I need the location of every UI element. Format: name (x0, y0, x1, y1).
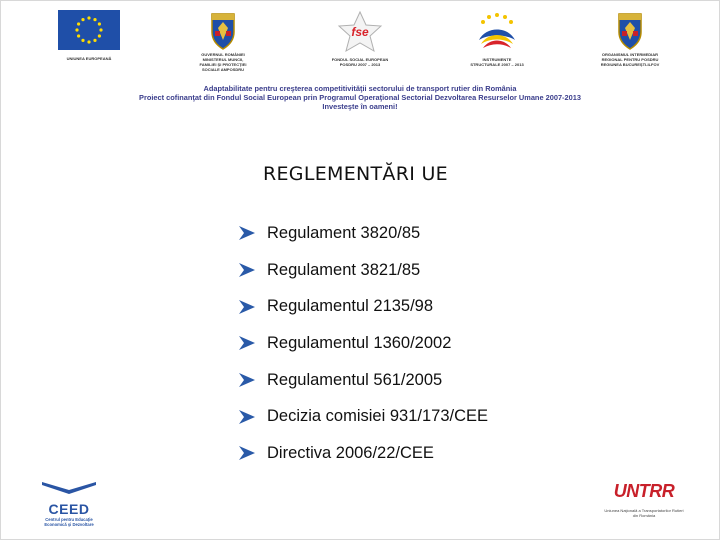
list-item (238, 362, 488, 399)
arrow-bullet-icon (238, 262, 256, 278)
oirposdru-logo (600, 10, 660, 72)
arrow-bullet-icon (238, 409, 256, 425)
list-item-text: Decizia comisiei 931/173/CEE (267, 407, 489, 426)
arrow-bullet-icon (238, 445, 256, 461)
ceed-caption: Centrul pentru Educaţie Economică şi Dezvoltare (44, 517, 94, 527)
arrow-bullet-icon (238, 372, 256, 388)
list-item-text: Regulamentul 1360/2002 (267, 333, 452, 352)
list-item-text: Regulament 3821/85 (267, 260, 421, 279)
arrow-bullet-icon (238, 299, 256, 315)
regulations-list (238, 215, 488, 472)
fse-logo-icon (335, 10, 385, 55)
list-item-text: Regulamentul 2135/98 (267, 297, 434, 316)
slogan-banner: Investeşte în oameni! (322, 102, 398, 111)
logo-caption: ORGANISMUL INTERMEDIAR REGIONAL PENTRU POSDRU REGIUNEA BUCUREȘTI-ILFOV (600, 52, 660, 67)
instrumente-structurale-logo (470, 10, 524, 72)
cofinancing-banner: Proiect cofinanţat din Fondul Social European prin Programul Operaţional Sectorial Dezvoltarea Resurselor Umane 2007-2013 (139, 93, 581, 102)
logo-caption: GUVERNUL ROMÂNIEI MINISTERUL MUNCII, FAMILIEI ȘI PROTECȚIEI SOCIALE AMPOSDRU (199, 52, 247, 72)
ceed-logo-text: CEED (48, 501, 90, 517)
page-title: REGLEMENTĂRI UE (263, 163, 448, 185)
fse-logo (330, 10, 390, 72)
arrow-bullet-icon (238, 225, 256, 241)
list-item (238, 435, 488, 472)
arrow-bullet-icon (238, 335, 256, 351)
logo-caption: FONDUL SOCIAL EUROPEAN POSDRU 2007 – 2013 (331, 57, 389, 67)
government-logo (196, 10, 250, 72)
romania-crest-icon (209, 10, 237, 50)
ceed-logo (38, 480, 100, 527)
untrr-logo-icon: UNTRR (613, 481, 675, 501)
project-title-banner: Adaptabilitate pentru creşterea competitivităţii sectorului de transport rutier din România (203, 84, 517, 93)
list-item (238, 288, 488, 325)
instrumente-structurale-icon (472, 10, 522, 55)
list-item-text: Regulament 3820/85 (267, 223, 421, 242)
list-item (238, 325, 488, 362)
untrr-logo (604, 481, 684, 518)
ceed-logo-icon (40, 480, 98, 496)
eu-flag-icon (58, 10, 120, 50)
eu-logo (56, 10, 122, 72)
list-item (238, 252, 488, 289)
romania-crest-icon (616, 10, 644, 50)
logo-caption: INSTRUMENTE STRUCTURALE 2007 – 2013 (470, 57, 524, 67)
list-item-text: Regulamentul 561/2005 (267, 370, 443, 389)
list-item (238, 215, 488, 252)
svg-text:fse: fse (351, 25, 369, 39)
list-item (238, 398, 488, 435)
list-item-text: Directiva 2006/22/CEE (267, 443, 434, 462)
untrr-caption: Uniunea Naţională a Transportatorilor Rutieri din România (604, 508, 684, 518)
logo-caption: UNIUNEA EUROPEANĂ (66, 56, 112, 61)
